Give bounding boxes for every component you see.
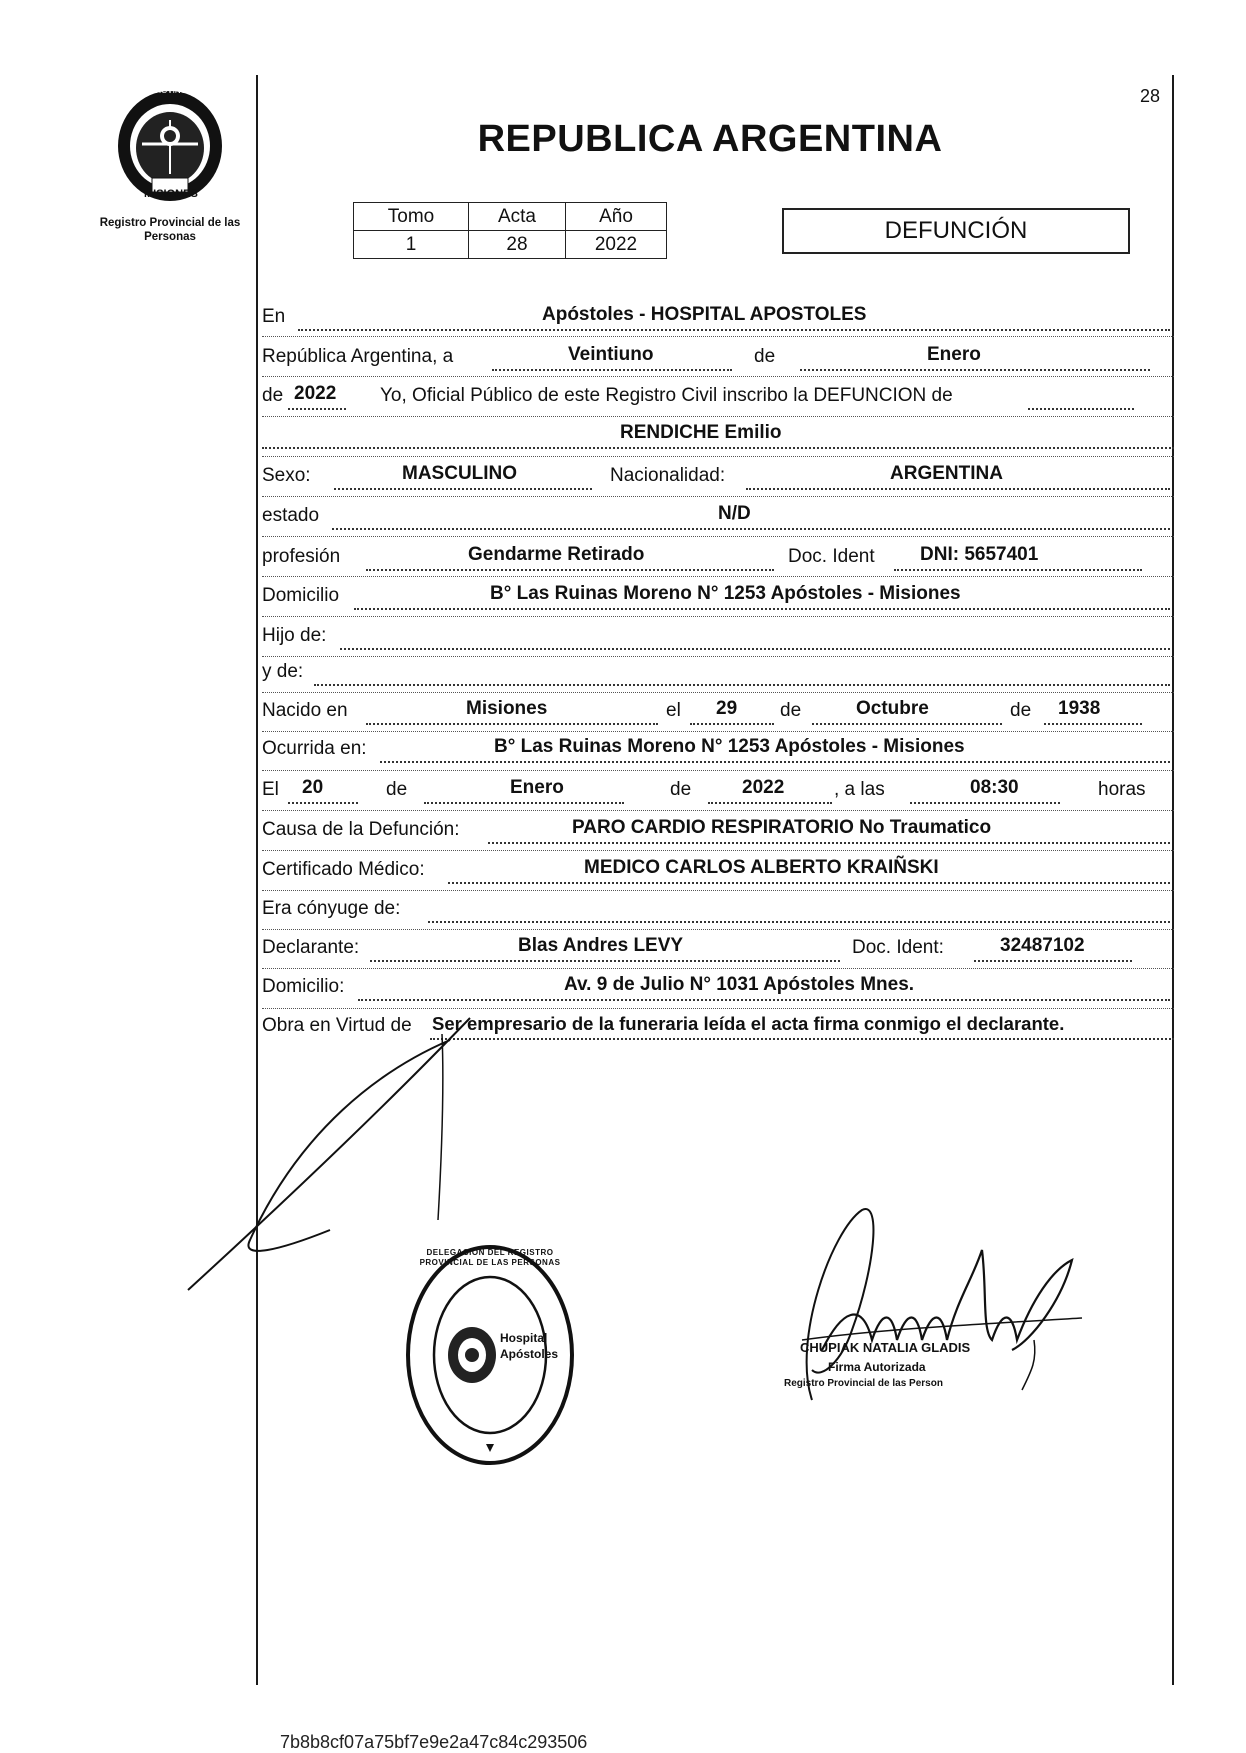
row-certificado [262,847,1174,887]
label-de-4: de [1010,700,1032,721]
signer-org: Registro Provincial de las Person [784,1378,943,1389]
signer-role: Firma Autorizada [828,1360,926,1374]
col-anio-header: Año [566,203,667,231]
label-de-2: de [262,385,284,406]
row-ocurrida-en [262,726,1174,766]
label-y-de: y de: [262,661,304,682]
reference-table-value-row [354,231,667,259]
anio-value: 2022 [566,231,667,259]
value-lugar-nacimiento: Misiones [466,698,548,719]
label-obra-en-virtud: Obra en Virtud de [262,1015,412,1036]
row-nacimiento [262,688,1174,728]
value-mes-acta: Enero [927,344,981,365]
row-domicilio-declarante [262,964,1174,1004]
label-conyuge: Era cónyuge de: [262,898,401,919]
value-mes-defuncion: Enero [510,777,564,798]
label-nacionalidad: Nacionalidad: [610,465,726,486]
province-logo [112,84,228,204]
value-domicilio-declarante: Av. 9 de Julio N° 1031 Apóstoles Mnes. [564,974,915,995]
left-margin-line [256,75,258,1685]
value-dia-defuncion: 20 [302,777,324,798]
label-estado: estado [262,505,320,526]
value-lugar-defuncion: B° Las Ruinas Moreno N° 1253 Apóstoles - Misiones [494,736,965,757]
value-causa: PARO CARDIO RESPIRATORIO No Traumatico [572,817,992,838]
row-sexo-nacionalidad [262,453,1174,493]
value-profesion: Gendarme Retirado [468,544,645,565]
value-sexo: MASCULINO [402,463,518,484]
label-hijo-de: Hijo de: [262,625,327,646]
label-de-3: de [780,700,802,721]
tomo-value: 1 [354,231,469,259]
value-anio-acta: 2022 [294,383,337,404]
value-documento: DNI: 5657401 [920,544,1039,565]
row-fecha-defuncion [262,767,1174,807]
label-de-6: de [670,779,692,800]
seal-inner-text: Hospital Apóstoles [500,1331,559,1361]
label-nacido-en: Nacido en [262,700,348,721]
row-causa [262,807,1174,847]
act-type-box: DEFUNCIÓN [782,208,1130,254]
label-declarante: Declarante: [262,937,360,958]
label-doc-ident: Doc. Ident [788,546,875,567]
label-el-2: El [262,779,279,800]
authorized-signature [782,1190,1092,1450]
value-mes-nacimiento: Octubre [856,698,929,719]
label-domicilio: Domicilio [262,585,340,606]
label-ocurrida-en: Ocurrida en: [262,738,367,759]
value-dia-nacimiento: 29 [716,698,738,719]
value-domicilio: B° Las Ruinas Moreno N° 1253 Apóstoles - Misiones [490,583,961,604]
col-tomo-header: Tomo [354,203,469,231]
label-yo-text: Yo, Oficial Público de este Registro Civil inscribo la DEFUNCION de [380,385,953,406]
page-title: REPUBLICA ARGENTINA [477,118,943,160]
logo-text-top: PROVINCIA DE [150,86,207,95]
official-seal [400,1240,580,1470]
label-de-5: de [386,779,408,800]
reference-table [353,202,667,259]
value-anio-nacimiento: 1938 [1058,698,1101,719]
row-domicilio [262,573,1174,613]
value-anio-defuncion: 2022 [742,777,785,798]
label-certificado: Certificado Médico: [262,859,425,880]
row-inscripcion [262,373,1174,413]
value-obra-en-virtud: Ser empresario de la funeraria leída el acta firma conmigo el declarante. [432,1013,1065,1034]
value-doc-declarante: 32487102 [1000,935,1085,956]
label-causa: Causa de la Defunción: [262,819,460,840]
row-lugar [262,294,1174,334]
document-hash: 7b8b8cf07a75bf7e9e2a47c84c293506 [280,1732,588,1752]
label-sexo: Sexo: [262,465,311,486]
signer-name: CHUPIAK NATALIA GLADIS [800,1340,971,1355]
value-declarante: Blas Andres LEVY [518,935,684,956]
row-profesion [262,534,1174,574]
reference-table-header-row [354,203,667,231]
logo-text-bottom: MISIONES [144,188,198,200]
label-el-1: el [666,700,681,721]
row-declarante [262,925,1174,965]
label-en: En [262,306,286,327]
row-nombre [262,412,1174,452]
label-republica: República Argentina, a [262,346,454,367]
page-number: 28 [1140,86,1161,106]
label-domicilio-declarante: Domicilio: [262,976,345,997]
value-dia-acta: Veintiuno [568,344,654,365]
value-nacionalidad: ARGENTINA [890,463,1003,484]
label-horas: horas [1098,779,1146,800]
label-profesion: profesión [262,546,341,567]
col-acta-header: Acta [469,203,566,231]
registry-caption: Registro Provincial de las Personas [99,217,241,243]
value-estado: N/D [718,503,751,524]
row-hijo-de [262,613,1174,653]
label-a-las: , a las [834,779,885,800]
value-lugar: Apóstoles - HOSPITAL APOSTOLES [542,304,867,325]
row-y-de [262,649,1174,689]
acta-value: 28 [469,231,566,259]
row-fecha-acta [262,334,1174,374]
row-conyuge [262,886,1174,926]
value-nombre-difunto: RENDICHE Emilio [620,422,782,443]
value-hora-defuncion: 08:30 [970,777,1019,798]
row-estado [262,493,1174,533]
seal-outer-text: DELEGACION DEL REGISTRO PROVINCIAL DE LAS PERSONAS [419,1248,561,1267]
label-doc-ident-declarante: Doc. Ident: [852,937,944,958]
value-certificado-medico: MEDICO CARLOS ALBERTO KRAIÑSKI [584,857,939,878]
label-de-1: de [754,346,776,367]
